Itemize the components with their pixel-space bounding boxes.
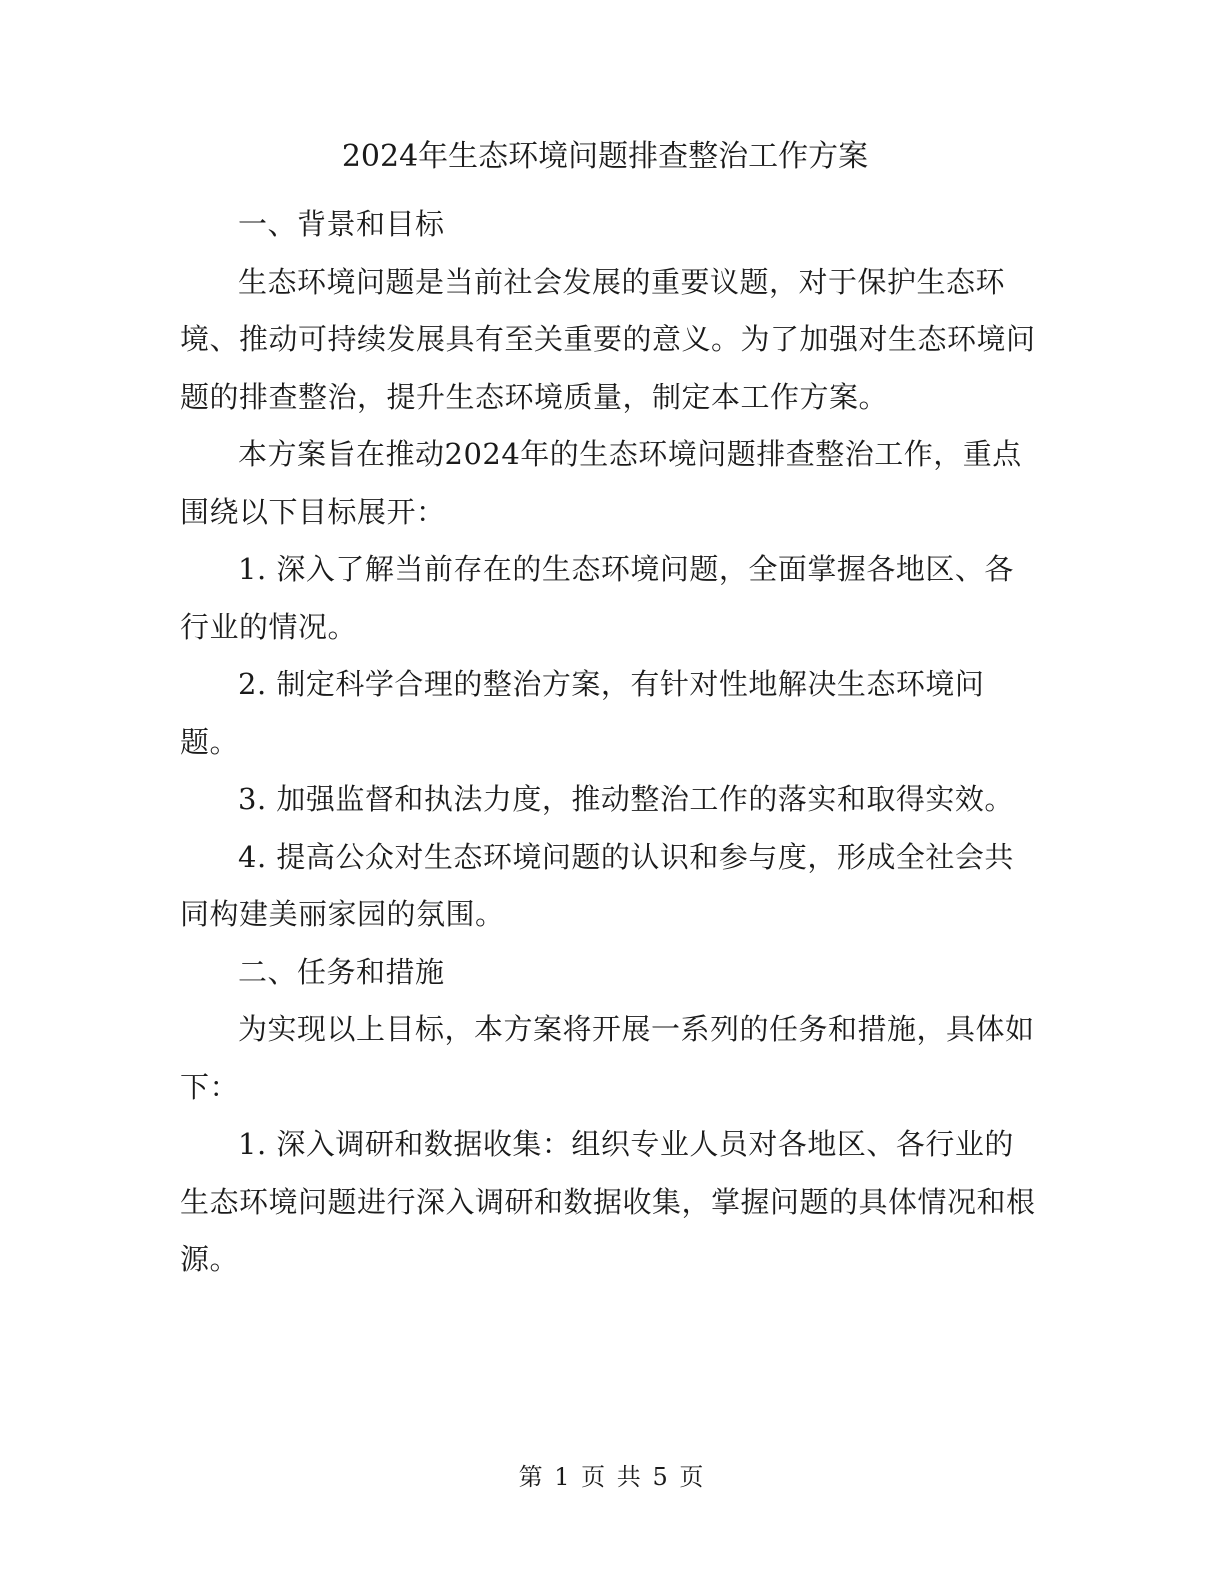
document-body <box>180 196 1040 1289</box>
page-number-label: 第 1 页 共 5 页 <box>518 1463 706 1491</box>
list-item: 1. 深入调研和数据收集：组织专业人员对各地区、各行业的生态环境问题进行深入调研和数据收集，掌握问题的具体情况和根源。 <box>180 1127 1036 1276</box>
section-heading: 二、任务和措施 <box>238 954 445 989</box>
list-item: 4. 提高公众对生态环境问题的认识和参与度，形成全社会共同构建美丽家园的氛围。 <box>180 839 1014 931</box>
paragraph: 本方案旨在推动2024年的生态环境问题排查整治工作，重点围绕以下目标展开： <box>180 437 1022 529</box>
page-number-footer <box>0 1457 1224 1497</box>
document-title: 2024年生态环境问题排查整治工作方案 <box>341 139 869 174</box>
paragraph: 生态环境问题是当前社会发展的重要议题，对于保护生态环境、推动可持续发展具有至关重要的意义。为了加强对生态环境问题的排查整治，提升生态环境质量，制定本工作方案。 <box>180 264 1036 414</box>
list-item: 3. 加强监督和执法力度，推动整治工作的落实和取得实效。 <box>238 782 1014 816</box>
section-heading: 一、背景和目标 <box>238 207 445 241</box>
list-item: 1. 深入了解当前存在的生态环境问题，全面掌握各地区、各行业的情况。 <box>180 552 1014 644</box>
paragraph: 为实现以上目标，本方案将开展一系列的任务和措施，具体如下： <box>180 1012 1035 1104</box>
list-item: 2. 制定科学合理的整治方案，有针对性地解决生态环境问题。 <box>180 667 985 759</box>
